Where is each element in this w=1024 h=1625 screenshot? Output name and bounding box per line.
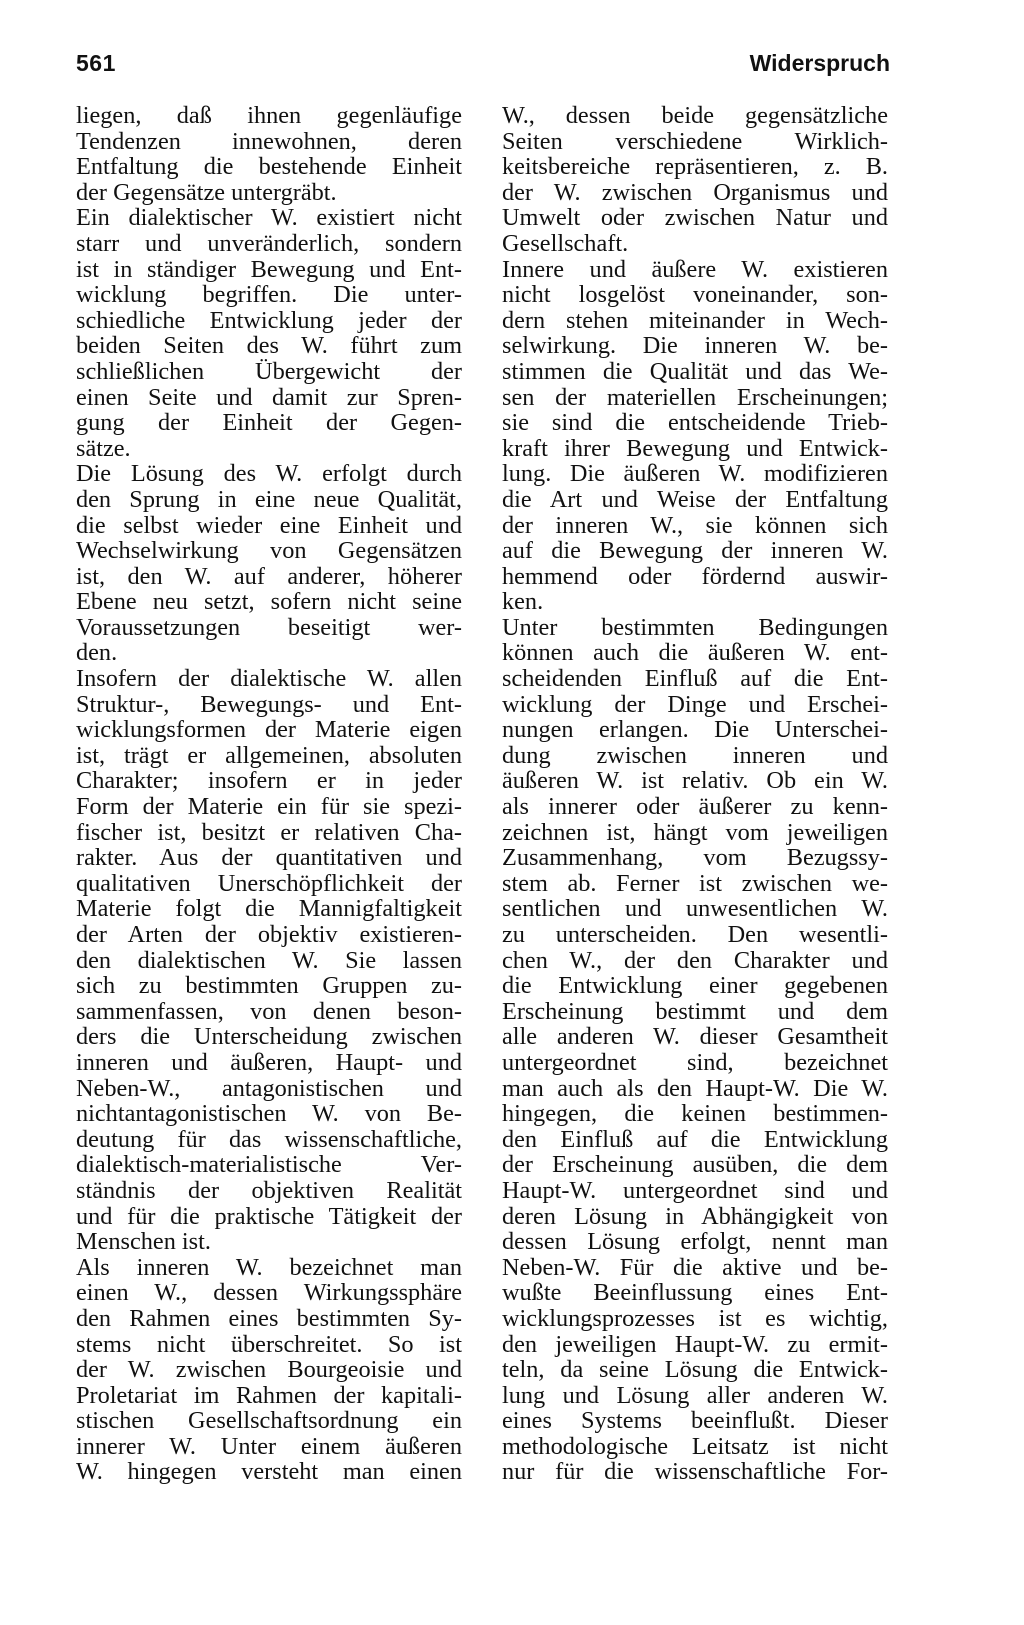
- text-line: beiden Seiten des W. führt zum: [76, 332, 462, 360]
- text-line: lung. Die äußeren W. modifizieren: [502, 460, 888, 488]
- text-line: eines Systems beeinflußt. Dieser: [502, 1407, 888, 1435]
- text-line: scheidenden Einfluß auf die Ent-: [502, 665, 888, 693]
- text-line: dessen Lösung erfolgt, nennt man: [502, 1228, 888, 1256]
- text-line: die selbst wieder eine Einheit und: [76, 511, 462, 539]
- text-line: wußte Beeinflussung eines Ent-: [502, 1279, 888, 1307]
- text-line: als innerer oder äußerer zu kenn-: [502, 793, 888, 821]
- text-line: Zusammenhang, vom Bezugssy-: [502, 844, 888, 872]
- text-line: einen W., dessen Wirkungssphäre: [76, 1279, 462, 1307]
- text-line: der Gegensätze untergräbt.: [76, 178, 337, 206]
- text-line: dung zwischen inneren und: [502, 741, 888, 769]
- text-line: und für die praktische Tätigkeit der: [76, 1202, 462, 1230]
- text-line: den dialektischen W. Sie lassen: [76, 946, 462, 974]
- text-line: liegen, daß ihnen gegenläufige: [76, 102, 462, 129]
- text-line: den.: [76, 639, 118, 667]
- text-line: dern stehen miteinander in Wech-: [502, 306, 888, 334]
- text-line: den Sprung in eine neue Qualität,: [76, 485, 462, 513]
- text-line: einen Seite und damit zur Spren-: [76, 383, 462, 411]
- text-line: stems nicht überschreitet. So ist: [76, 1330, 462, 1358]
- text-line: wicklung der Dinge und Erschei-: [502, 690, 888, 718]
- text-line: können auch die äußeren W. ent-: [502, 639, 888, 667]
- text-line: fischer ist, besitzt er relativen Cha-: [76, 818, 462, 846]
- text-line: zu unterscheiden. Den wesentli-: [502, 921, 888, 948]
- text-line: qualitativen Unerschöpflichkeit der: [76, 869, 462, 897]
- text-line: zeichnen ist, hängt vom jeweiligen: [502, 818, 888, 846]
- text-line: hemmend oder fördernd auswir-: [502, 562, 888, 590]
- text-line: selwirkung. Die inneren W. be-: [502, 332, 888, 360]
- text-line: sätze.: [76, 434, 131, 462]
- text-line: Insofern der dialektische W. allen: [76, 665, 462, 693]
- text-line: Voraussetzungen beseitigt wer-: [76, 613, 462, 641]
- text-line: Die Lösung des W. erfolgt durch: [76, 460, 462, 488]
- text-line: schließlichen Übergewicht der: [76, 357, 462, 385]
- text-line: wicklungsformen der Materie eigen: [76, 716, 462, 744]
- text-line: der Erscheinung ausüben, die dem: [502, 1151, 888, 1179]
- text-line: der W. zwischen Bourgeoisie und: [76, 1356, 462, 1384]
- text-line: Gesellschaft.: [502, 229, 629, 257]
- text-line: die Entwicklung einer gegebenen: [502, 972, 888, 1000]
- text-line: der inneren W., sie können sich: [502, 511, 888, 539]
- right-text-column: [502, 103, 888, 1485]
- text-line: Struktur-, Bewegungs- und Ent-: [76, 690, 462, 718]
- text-line: keitsbereiche repräsentieren, z. B.: [502, 153, 888, 181]
- text-line: Tendenzen innewohnen, deren: [76, 127, 462, 155]
- text-line: schiedliche Entwicklung jeder der: [76, 306, 462, 334]
- page-number: 561: [76, 50, 116, 76]
- text-line: starr und unveränderlich, sondern: [76, 229, 462, 257]
- text-line: Neben-W., antagonistischen und: [76, 1074, 462, 1102]
- text-line: Erscheinung bestimmt und dem: [502, 997, 888, 1025]
- text-line: sen der materiellen Erscheinungen;: [502, 383, 888, 411]
- text-line: rakter. Aus der quantitativen und: [76, 844, 462, 872]
- running-head: Widerspruch: [749, 50, 890, 76]
- text-line: nur für die wissenschaftliche For-: [502, 1458, 888, 1486]
- text-line: kraft ihrer Bewegung und Entwick-: [502, 434, 888, 462]
- text-line: Seiten verschiedene Wirklich-: [502, 127, 888, 155]
- text-line: stem ab. Ferner ist zwischen we-: [502, 869, 888, 897]
- text-line: methodologische Leitsatz ist nicht: [502, 1432, 888, 1460]
- text-line: teln, da seine Lösung die Entwick-: [502, 1356, 888, 1384]
- text-line: sie sind die entscheidende Trieb-: [502, 409, 888, 437]
- text-line: Form der Materie ein für sie spezi-: [76, 793, 462, 821]
- text-line: Unter bestimmten Bedingungen: [502, 613, 888, 641]
- text-line: man auch als den Haupt-W. Die W.: [502, 1074, 888, 1102]
- text-line: lung und Lösung aller anderen W.: [502, 1381, 888, 1409]
- text-line: sammenfassen, von denen beson-: [76, 997, 462, 1025]
- text-line: den jeweiligen Haupt-W. zu ermit-: [502, 1330, 888, 1358]
- text-line: der Arten der objektiv existieren-: [76, 921, 462, 948]
- text-line: dialektisch-materialistische Ver-: [76, 1151, 462, 1179]
- text-line: Charakter; insofern er in jeder: [76, 767, 462, 795]
- text-line: Innere und äußere W. existieren: [502, 255, 888, 283]
- text-line: Wechselwirkung von Gegensätzen: [76, 537, 462, 565]
- text-line: W. hingegen versteht man einen: [76, 1458, 462, 1486]
- text-line: stischen Gesellschaftsordnung ein: [76, 1407, 462, 1435]
- text-line: nicht losgelöst voneinander, son-: [502, 281, 888, 309]
- text-line: wicklung begriffen. Die unter-: [76, 281, 462, 309]
- text-line: der W. zwischen Organismus und: [502, 178, 888, 206]
- text-line: Menschen ist.: [76, 1228, 211, 1256]
- text-line: untergeordnet sind, bezeichnet: [502, 1048, 888, 1076]
- text-line: Als inneren W. bezeichnet man: [76, 1253, 462, 1281]
- text-line: ders die Unterscheidung zwischen: [76, 1023, 462, 1051]
- text-line: Ein dialektischer W. existiert nicht: [76, 204, 462, 232]
- text-line: Proletariat im Rahmen der kapitali-: [76, 1381, 462, 1409]
- text-line: äußeren W. ist relativ. Ob ein W.: [502, 767, 888, 795]
- text-line: den Einfluß auf die Entwicklung: [502, 1125, 888, 1153]
- text-line: Umwelt oder zwischen Natur und: [502, 204, 888, 232]
- text-line: chen W., der den Charakter und: [502, 946, 888, 974]
- text-line: nichtantagonistischen W. von Be-: [76, 1100, 462, 1128]
- text-line: Entfaltung die bestehende Einheit: [76, 153, 462, 181]
- text-line: Ebene neu setzt, sofern nicht seine: [76, 588, 462, 616]
- text-line: stimmen die Qualität und das We-: [502, 357, 888, 385]
- text-line: Haupt-W. untergeordnet sind und: [502, 1176, 888, 1204]
- text-line: deutung für das wissenschaftliche,: [76, 1125, 462, 1153]
- text-line: W., dessen beide gegensätzliche: [502, 102, 888, 129]
- text-line: sich zu bestimmten Gruppen zu-: [76, 972, 462, 1000]
- text-line: ist in ständiger Bewegung und Ent-: [76, 255, 462, 283]
- text-line: hingegen, die keinen bestimmen-: [502, 1100, 888, 1128]
- text-line: ken.: [502, 588, 544, 616]
- text-line: die Art und Weise der Entfaltung: [502, 485, 888, 513]
- left-text-column: [76, 103, 462, 1485]
- text-line: Materie folgt die Mannigfaltigkeit: [76, 895, 462, 923]
- text-line: innerer W. Unter einem äußeren: [76, 1432, 462, 1460]
- text-line: alle anderen W. dieser Gesamtheit: [502, 1023, 888, 1051]
- text-line: gung der Einheit der Gegen-: [76, 409, 462, 437]
- text-line: sentlichen und unwesentlichen W.: [502, 895, 888, 923]
- text-line: ist, trägt er allgemeinen, absoluten: [76, 741, 462, 769]
- text-line: inneren und äußeren, Haupt- und: [76, 1048, 462, 1076]
- text-line: deren Lösung in Abhängigkeit von: [502, 1202, 888, 1230]
- text-line: ist, den W. auf anderer, höherer: [76, 562, 462, 590]
- text-line: den Rahmen eines bestimmten Sy-: [76, 1304, 462, 1332]
- text-line: auf die Bewegung der inneren W.: [502, 537, 888, 565]
- text-line: ständnis der objektiven Realität: [76, 1176, 462, 1204]
- text-line: nungen erlangen. Die Unterschei-: [502, 716, 888, 744]
- text-line: wicklungsprozesses ist es wichtig,: [502, 1304, 888, 1332]
- text-line: Neben-W. Für die aktive und be-: [502, 1253, 888, 1281]
